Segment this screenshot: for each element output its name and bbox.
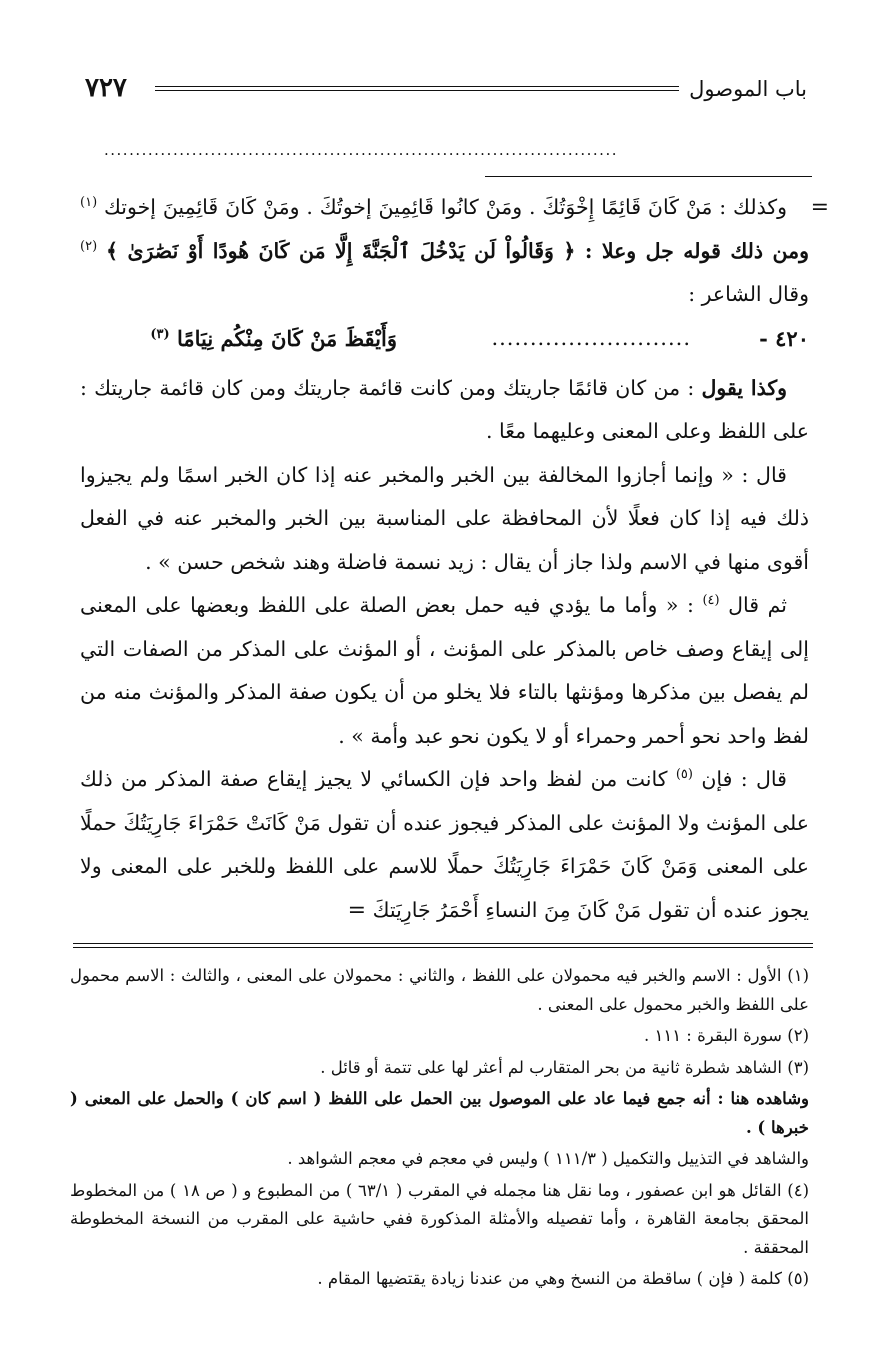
verse-number: ٤٢٠ - [759, 325, 809, 351]
main-text [80, 186, 829, 932]
paragraph-1-tail: وقال الشاعر : [688, 282, 809, 306]
verse-line [80, 317, 809, 367]
verse-first-hemistich-dots: .......................... [491, 325, 691, 350]
paragraph-1 [80, 186, 809, 317]
footnote-4: (٤) القائل هو ابن عصفور ، وما نقل هنا مجمله في المقرب ( ٦٣/١ ) من المطبوع و ( ص ١٨ ) من المخطوط المحقق بجامعة القاهرة ، وأما تفصيله والأمثلة المذكورة ففي حاشية على المقرب من النسخة المخطوطة المحققة . [70, 1180, 810, 1257]
paragraph-3 [80, 454, 809, 585]
continuation-mark-end: = [347, 897, 367, 923]
continuation-mark-start: = [810, 195, 829, 220]
footnote-ref-3: (٣) [150, 326, 170, 342]
page-header [85, 74, 807, 110]
footnote-1: (١) الأول : الاسم والخبر فيه محمولان على اللفظ ، والثاني : محمولان على المعنى ، والثالث : الاسم محمول على اللفظ والخبر محمول على المعنى . [70, 966, 809, 1014]
continuation-dots: .................................................................................. [104, 145, 618, 155]
paragraph-5-lead: قال : فإن [701, 767, 787, 791]
paragraph-4 [80, 584, 809, 758]
footnotes [70, 962, 809, 1297]
footnote-3-shahid: وشاهده هنا : أنه جمع فيما عاد على الموصول بين الحمل على اللفظ ( اسم كان ) والحمل على المعنى ( خبرها ) . [70, 1089, 809, 1137]
footnote-ref-4: (٤) [702, 593, 720, 609]
paragraph-5-text: كانت من لفظ واحد فإن الكسائي لا يجيز إيقاع صفة المذكر من ذلك على المؤنث ولا المؤنث على المذكر فيجوز عنده أن تقول مَنْ كَانَتْ حَمْرَاءَ جَارِيَتُكَ حملًا على المعنى وَمَنْ كَانَ حَمْرَاءَ جَارِيَتُكَ حملًا للاسم على اللفظ وللخبر على المعنى ولا يجوز عنده أن تقول مَنْ كَانَ مِنَ النساءِ أَحْمَرُ جَارِيَتكَ [80, 767, 809, 922]
footnote-5: (٥) كلمة ( فإن ) ساقطة من النسخ وهي من عندنا زيادة يقتضيها المقام . [317, 1269, 809, 1288]
paragraph-2-lead: وكذا يقول [701, 375, 787, 400]
footnote-separator [73, 943, 813, 948]
chapter-title: باب الموصول [689, 77, 807, 101]
verse-second-hemistich: وَأَيْقَظَ مَنْ كَانَ مِنْكُم نِيَامًا [176, 325, 397, 351]
footnote-3: (٣) الشاهد شطرة ثانية من بحر المتقارب لم أعثر لها على تتمة أو قائل . [320, 1057, 809, 1077]
footnote-ref-1: (١) [80, 195, 98, 211]
paragraph-2 [80, 367, 809, 454]
footnote-2: (٢) سورة البقرة : ١١١ . [643, 1026, 809, 1045]
paragraph-5 [80, 758, 809, 932]
continuation-rule [485, 176, 812, 177]
footnote-ref-5: (٥) [675, 767, 693, 783]
paragraph-3-text: قال : « وإنما أجازوا المخالفة بين الخبر والمخبر عنه إذا كان الخبر اسمًا ولم يجيزوا ذلك فيه إذا كان فعلًا لأن المحافظة على المناسبة بين الخبر والمخبر عنه في الفعل أقوى منها في الاسم ولذا جاز أن يقال : زيد نسمة فاضلة وهند شخص حسن » . [80, 462, 809, 574]
paragraph-4-lead: ثم قال [728, 593, 787, 617]
footnote-3-source: والشاهد في التذييل والتكميل ( ١١١/٣ ) وليس في معجم في معجم الشواهد . [287, 1149, 809, 1168]
header-rule [155, 86, 679, 91]
paragraph-2-text: : من كان قائمًا جاريتك ومن كانت قائمة جاريتك ومن كان قائمة جاريتك : على اللفظ وعلى المعنى وعليهما معًا . [80, 375, 809, 443]
footnote-ref-2: (٢) [80, 238, 98, 254]
quran-quote: ومن ذلك قوله جل وعلا : ﴿ وَقَالُواْ لَن يَدْخُلَ ٱلْجَنَّةَ إِلَّا مَن كَانَ هُودًا أَوْ نَصَٰرَىٰ ﴾ [105, 238, 809, 263]
page-number: ٧٢٧ [85, 73, 127, 103]
paragraph-1-text: وكذلك : مَنْ كَانَ قَائِمًا إِخْوَتُكَ . ومَنْ كانُوا قَائِمِينَ إخوتُكَ . ومَنْ كَانَ قَائِمِينَ إخوتك [104, 195, 787, 219]
verse-text [150, 317, 397, 361]
paragraph-4-text: : « وأما ما يؤدي فيه حمل بعض الصلة على اللفظ وبعضها على المعنى إلى إيقاع وصف خاص بالمذكر على المؤنث ، أو المؤنث على المذكر من الصفات التي لم يفصل بين مذكرها ومؤنثها بالتاء فلا يخلو من أن يكون صفة المذكر والمؤنث منه من لفظ واحد نحو أحمر وحمراء أو لا يكون نحو عبد وأمة » . [80, 593, 809, 748]
